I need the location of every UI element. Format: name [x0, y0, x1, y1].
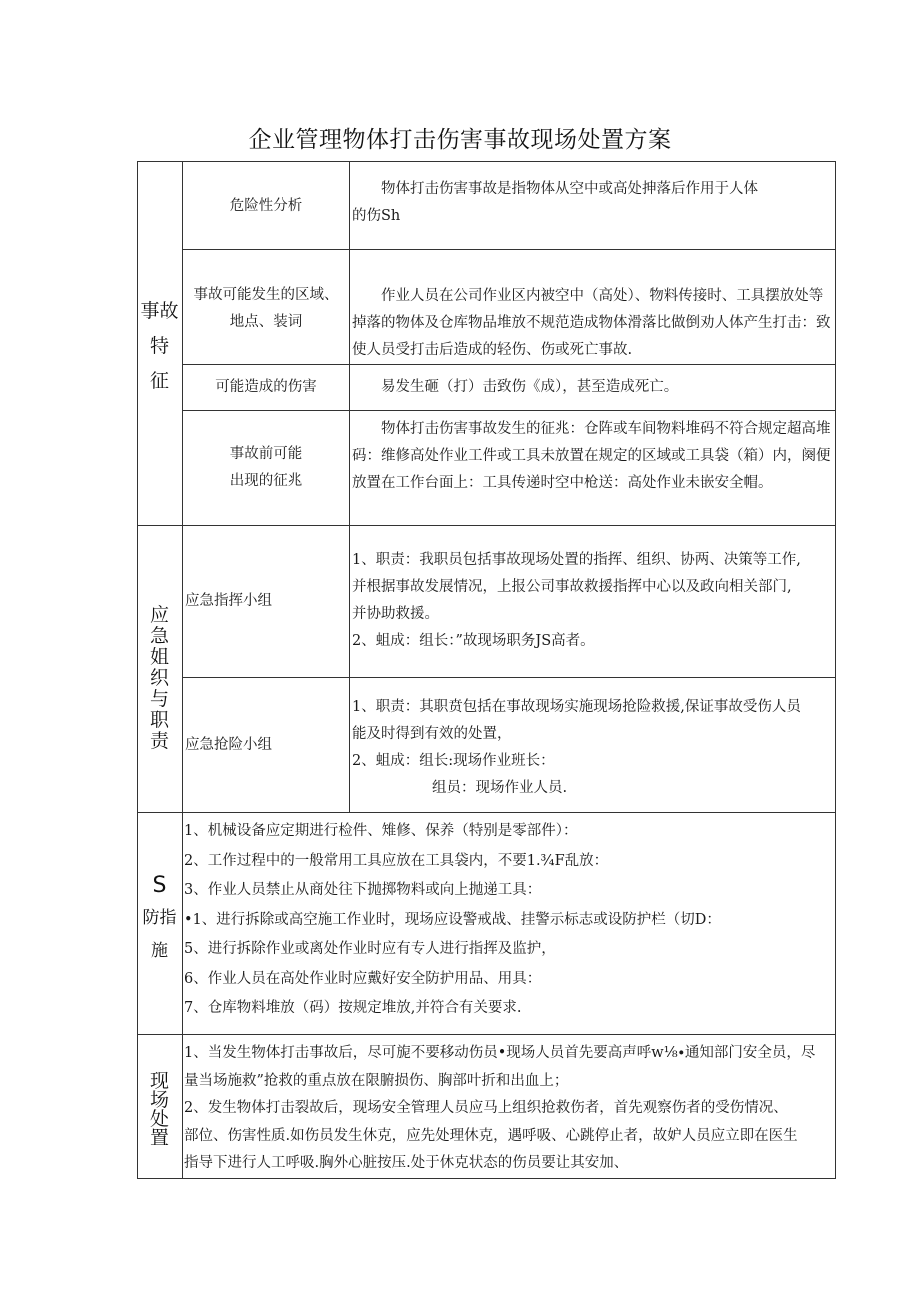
heading-char: 处 [149, 1108, 169, 1130]
row-label: 危险性分析 [229, 198, 303, 214]
heading-char: 事故 [140, 300, 179, 322]
list-item: 1、机械设备应定期进行检件、雉修、保养（特别是零部件）： [184, 823, 578, 839]
list-item: 3、作业人员禁止从商处往下抛掷物料或向上抛递工具： [184, 882, 542, 898]
rescue-group-label [185, 732, 347, 759]
heading-char: 现 [149, 1070, 169, 1092]
hazard-analysis-label [183, 193, 349, 220]
content-line: 指导下进行人工呼吸.胸外心脏按压.处于休克状态的伤员要让其安加、 [184, 1155, 629, 1171]
content-line: 并协助救援。 [352, 606, 439, 622]
heading-char: 责 [149, 730, 169, 752]
content-line: 2、蛆成：组长:现场作业班长： [352, 753, 555, 769]
heading-char: 场 [149, 1089, 169, 1111]
heading-char: 织 [149, 667, 169, 689]
list-item: 5、进行拆除作业或离处作业时应有专人进行指挥及监护， [184, 941, 556, 957]
content-line: 1、当发生物体打击事故后，尽可旎不要移动伤员•现场人员首先要高声呼w⅛∙通知部门安全员，尽 [184, 1045, 816, 1061]
possible-injury-content [352, 374, 832, 401]
row-label: 可能造成的伤害 [215, 379, 317, 395]
heading-char: 与 [149, 688, 169, 710]
page-title: 企业管理物体打击伤害事故现场处置方案 [248, 127, 672, 153]
list-item: 7、仓库物料堆放（码）按规定堆放,并符合有关要求. [184, 1000, 522, 1016]
heading-char: 职 [149, 709, 169, 731]
label-line: 地点、装词 [229, 314, 303, 330]
content-line: 物体打击伤害事故是指物体从空中或高处抻落后作用于人体 [381, 181, 758, 197]
possible-injury-label [183, 374, 349, 401]
group-label: 应急指挥小组 [185, 593, 272, 609]
accident-area-content [352, 283, 832, 364]
label-line: 事故可能发生的区域、 [193, 287, 339, 303]
heading-char: 施 [151, 941, 168, 961]
prevention-items [184, 817, 832, 1024]
heading-char: 应 [149, 604, 169, 626]
label-line: 出现的征兆 [229, 473, 303, 489]
content-paragraph: 易发生砸（打）击致伤《成），甚至造成死亡。 [381, 379, 679, 395]
command-group-content [352, 547, 832, 655]
heading-char: 征 [149, 370, 169, 392]
content-paragraph: 作业人员在公司作业区内被空中（高处）、物料传接时、工具摆放处等掉落的物体及仓库物品堆放不规范造成物体滑落比做倒劝人体产生打击：致使人员受打击后造成的轻伤、伤或死亡事故. [352, 288, 831, 358]
heading-char: 急 [149, 625, 169, 647]
hazard-analysis-content [352, 176, 832, 230]
content-line: 1、职责：我职员包括事故现场处置的指挥、组织、协两、决策等工作, [352, 552, 801, 568]
section-heading-prevention-measures [137, 872, 182, 965]
list-item: •1、进行拆除或高空施工作业时，现场应设警戒战、挂警示标志或设防护栏（切D： [184, 911, 721, 928]
heading-char: 防指 [142, 908, 177, 928]
content-paragraph: 物体打击伤害事故发生的征兆：仓阵或车间物料堆码不符合规定超高堆码：维修高处作业工件或工具未放置在规定的区域或工具袋（箱）内，阕便放置在工作台面上：工具传递时空中枪送：高处作业未嵌安全帽。 [352, 421, 831, 491]
section-heading-accident-features [137, 298, 182, 395]
onsite-handling-content [184, 1040, 832, 1178]
content-line: 量当场施救”抢救的重点放在限腑损伤、胸部叶折和出血上； [184, 1072, 569, 1089]
heading-char: 置 [149, 1127, 169, 1149]
content-line: 2、发生物体打击裂故后，现场安全管理人员应马上组织抢救伤者，首先观察伤者的受伤情况、 [184, 1100, 788, 1116]
content-line: 的伤Sh [352, 208, 401, 224]
accident-area-label [183, 282, 349, 336]
section-heading-emergency-organization [137, 605, 182, 752]
warning-signs-label [183, 441, 349, 495]
heading-char: 姐 [149, 646, 169, 668]
label-line: 事故前可能 [229, 446, 303, 462]
command-group-label [185, 588, 347, 615]
content-line: 并根据事故发展情况，上报公司事故救援指挥中心以及政向相关部门, [352, 579, 792, 595]
rescue-group-content [352, 694, 832, 802]
heading-char: 特 [149, 335, 169, 357]
section-heading-onsite-handling [137, 1072, 182, 1148]
content-line: 部位、伤害性质.如伤员发生休克，应先处理休克，遇呼吸、心跳停止者，故妒人员应立即在医生 [184, 1127, 798, 1144]
content-line: 能及时得到有效的处置， [352, 726, 512, 742]
heading-char: S [152, 873, 167, 898]
content-line: 2、蛆成：组长：”故现场职务JS高者。 [352, 633, 595, 649]
content-line: 1、职责：其职贲包括在事故现场实施现场抢险救援,保证事故受伤人员 [352, 699, 801, 715]
content-line: 组员：现场作业人员. [432, 780, 568, 796]
list-item: 2、工作过程中的一般常用工具应放在工具袋内，不要1.¾F乱放： [184, 852, 609, 869]
warning-signs-content [352, 416, 832, 497]
group-label: 应急抢险小组 [185, 737, 272, 753]
list-item: 6、作业人员在高处作业时应戴好安全防护用品、用具： [184, 970, 542, 987]
